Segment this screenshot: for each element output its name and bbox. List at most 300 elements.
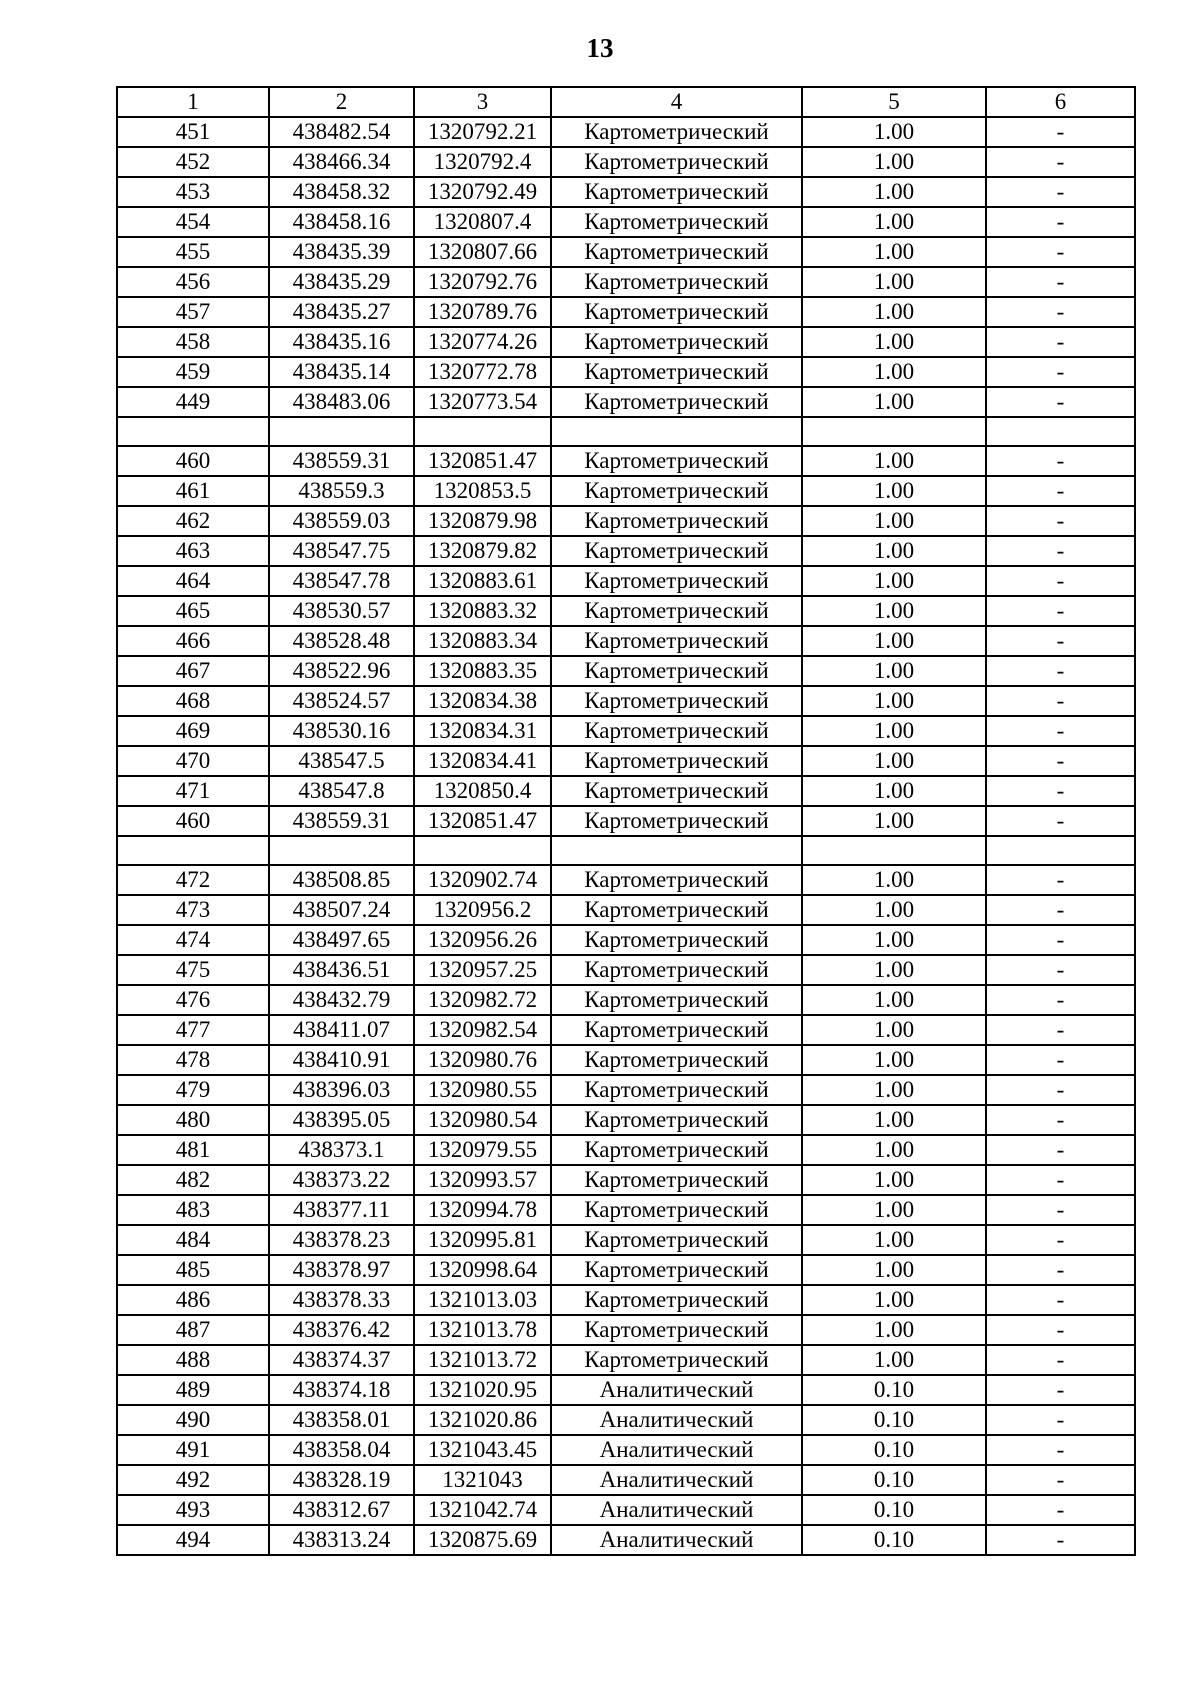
point-number-cell: 459: [117, 357, 269, 387]
table-row: [117, 746, 1135, 776]
accuracy-cell: 1.00: [802, 357, 986, 387]
point-number-cell: 456: [117, 267, 269, 297]
accuracy-cell: 1.00: [802, 506, 986, 536]
note-cell: -: [986, 596, 1135, 626]
point-number-cell: 477: [117, 1015, 269, 1045]
y-coordinate-cell: 1321020.86: [414, 1405, 551, 1435]
point-number-cell: 480: [117, 1105, 269, 1135]
table-row: [117, 327, 1135, 357]
table-row: [117, 357, 1135, 387]
y-coordinate-cell: 1320883.35: [414, 656, 551, 686]
point-number-cell: 464: [117, 566, 269, 596]
point-number-cell: 449: [117, 387, 269, 417]
y-coordinate-cell: 1320998.64: [414, 1255, 551, 1285]
table-body: [117, 117, 1135, 1555]
note-cell: -: [986, 656, 1135, 686]
method-cell: Картометрический: [551, 476, 802, 506]
note-cell: -: [986, 1495, 1135, 1525]
table-row: [117, 566, 1135, 596]
point-number-cell: [117, 417, 269, 446]
note-cell: -: [986, 1375, 1135, 1405]
method-cell: Картометрический: [551, 327, 802, 357]
column-header: 3: [414, 87, 551, 117]
x-coordinate-cell: 438547.75: [269, 536, 414, 566]
method-cell: Картометрический: [551, 267, 802, 297]
note-cell: -: [986, 1465, 1135, 1495]
note-cell: -: [986, 147, 1135, 177]
note-cell: -: [986, 985, 1135, 1015]
method-cell: Аналитический: [551, 1465, 802, 1495]
y-coordinate-cell: 1320792.76: [414, 267, 551, 297]
point-number-cell: 463: [117, 536, 269, 566]
accuracy-cell: 1.00: [802, 476, 986, 506]
table-row: [117, 806, 1135, 836]
table-row: [117, 1495, 1135, 1525]
table-row: [117, 1045, 1135, 1075]
coordinates-table: [116, 86, 1136, 1556]
y-coordinate-cell: 1320774.26: [414, 327, 551, 357]
accuracy-cell: 1.00: [802, 387, 986, 417]
method-cell: Картометрический: [551, 925, 802, 955]
y-coordinate-cell: 1320879.98: [414, 506, 551, 536]
x-coordinate-cell: 438482.54: [269, 117, 414, 147]
note-cell: -: [986, 536, 1135, 566]
note-cell: -: [986, 297, 1135, 327]
point-number-cell: 469: [117, 716, 269, 746]
method-cell: Картометрический: [551, 686, 802, 716]
x-coordinate-cell: 438435.27: [269, 297, 414, 327]
x-coordinate-cell: 438358.01: [269, 1405, 414, 1435]
table-row: [117, 147, 1135, 177]
method-cell: Картометрический: [551, 955, 802, 985]
x-coordinate-cell: 438436.51: [269, 955, 414, 985]
accuracy-cell: 1.00: [802, 596, 986, 626]
note-cell: -: [986, 1165, 1135, 1195]
column-header: 6: [986, 87, 1135, 117]
table-row: [117, 536, 1135, 566]
accuracy-cell: 0.10: [802, 1405, 986, 1435]
table-row: [117, 1435, 1135, 1465]
accuracy-cell: 1.00: [802, 327, 986, 357]
note-cell: -: [986, 1255, 1135, 1285]
y-coordinate-cell: 1321020.95: [414, 1375, 551, 1405]
method-cell: Картометрический: [551, 596, 802, 626]
accuracy-cell: 1.00: [802, 267, 986, 297]
y-coordinate-cell: 1320850.4: [414, 776, 551, 806]
method-cell: Картометрический: [551, 147, 802, 177]
table-row: [117, 836, 1135, 865]
accuracy-cell: 1.00: [802, 626, 986, 656]
y-coordinate-cell: 1320902.74: [414, 865, 551, 895]
note-cell: -: [986, 506, 1135, 536]
y-coordinate-cell: 1320851.47: [414, 806, 551, 836]
x-coordinate-cell: 438378.33: [269, 1285, 414, 1315]
point-number-cell: 458: [117, 327, 269, 357]
accuracy-cell: 1.00: [802, 117, 986, 147]
point-number-cell: 451: [117, 117, 269, 147]
point-number-cell: 489: [117, 1375, 269, 1405]
point-number-cell: 454: [117, 207, 269, 237]
point-number-cell: 491: [117, 1435, 269, 1465]
table-row: [117, 506, 1135, 536]
y-coordinate-cell: 1320883.32: [414, 596, 551, 626]
method-cell: Аналитический: [551, 1495, 802, 1525]
table-row: [117, 596, 1135, 626]
accuracy-cell: 1.00: [802, 895, 986, 925]
x-coordinate-cell: 438497.65: [269, 925, 414, 955]
accuracy-cell: 1.00: [802, 1015, 986, 1045]
x-coordinate-cell: 438410.91: [269, 1045, 414, 1075]
method-cell: Картометрический: [551, 1135, 802, 1165]
method-cell: [551, 836, 802, 865]
point-number-cell: 472: [117, 865, 269, 895]
method-cell: Картометрический: [551, 895, 802, 925]
note-cell: -: [986, 1525, 1135, 1555]
note-cell: -: [986, 177, 1135, 207]
x-coordinate-cell: 438559.3: [269, 476, 414, 506]
accuracy-cell: 1.00: [802, 925, 986, 955]
y-coordinate-cell: 1320980.54: [414, 1105, 551, 1135]
method-cell: Картометрический: [551, 716, 802, 746]
accuracy-cell: 1.00: [802, 1105, 986, 1135]
method-cell: Картометрический: [551, 207, 802, 237]
x-coordinate-cell: 438435.39: [269, 237, 414, 267]
y-coordinate-cell: 1320789.76: [414, 297, 551, 327]
method-cell: Картометрический: [551, 1015, 802, 1045]
method-cell: Картометрический: [551, 536, 802, 566]
column-header: 4: [551, 87, 802, 117]
note-cell: [986, 417, 1135, 446]
accuracy-cell: 0.10: [802, 1525, 986, 1555]
point-number-cell: 453: [117, 177, 269, 207]
point-number-cell: 460: [117, 806, 269, 836]
note-cell: -: [986, 327, 1135, 357]
point-number-cell: 476: [117, 985, 269, 1015]
table-row: [117, 865, 1135, 895]
point-number-cell: 460: [117, 446, 269, 476]
y-coordinate-cell: 1320879.82: [414, 536, 551, 566]
y-coordinate-cell: 1320875.69: [414, 1525, 551, 1555]
table-row: [117, 1135, 1135, 1165]
note-cell: -: [986, 716, 1135, 746]
accuracy-cell: [802, 417, 986, 446]
point-number-cell: 471: [117, 776, 269, 806]
point-number-cell: 467: [117, 656, 269, 686]
point-number-cell: 486: [117, 1285, 269, 1315]
x-coordinate-cell: 438374.37: [269, 1345, 414, 1375]
table-row: [117, 686, 1135, 716]
table-row: [117, 417, 1135, 446]
point-number-cell: 465: [117, 596, 269, 626]
accuracy-cell: 1.00: [802, 1225, 986, 1255]
accuracy-cell: 1.00: [802, 656, 986, 686]
accuracy-cell: 0.10: [802, 1465, 986, 1495]
method-cell: Картометрический: [551, 1225, 802, 1255]
table-header-row: [117, 87, 1135, 117]
point-number-cell: 493: [117, 1495, 269, 1525]
note-cell: -: [986, 1315, 1135, 1345]
accuracy-cell: 1.00: [802, 1315, 986, 1345]
point-number-cell: 488: [117, 1345, 269, 1375]
method-cell: Картометрический: [551, 1105, 802, 1135]
note-cell: -: [986, 1405, 1135, 1435]
method-cell: Картометрический: [551, 1195, 802, 1225]
column-header: 2: [269, 87, 414, 117]
note-cell: -: [986, 806, 1135, 836]
y-coordinate-cell: 1320994.78: [414, 1195, 551, 1225]
point-number-cell: 470: [117, 746, 269, 776]
x-coordinate-cell: 438435.16: [269, 327, 414, 357]
note-cell: -: [986, 955, 1135, 985]
point-number-cell: 462: [117, 506, 269, 536]
method-cell: Картометрический: [551, 626, 802, 656]
y-coordinate-cell: 1320834.38: [414, 686, 551, 716]
accuracy-cell: 1.00: [802, 776, 986, 806]
y-coordinate-cell: 1320982.54: [414, 1015, 551, 1045]
table-row: [117, 1015, 1135, 1045]
table-row: [117, 895, 1135, 925]
x-coordinate-cell: 438358.04: [269, 1435, 414, 1465]
method-cell: Аналитический: [551, 1375, 802, 1405]
y-coordinate-cell: 1320834.41: [414, 746, 551, 776]
point-number-cell: 492: [117, 1465, 269, 1495]
x-coordinate-cell: 438508.85: [269, 865, 414, 895]
x-coordinate-cell: 438530.57: [269, 596, 414, 626]
accuracy-cell: 1.00: [802, 1135, 986, 1165]
x-coordinate-cell: 438312.67: [269, 1495, 414, 1525]
method-cell: Картометрический: [551, 446, 802, 476]
accuracy-cell: 1.00: [802, 1075, 986, 1105]
y-coordinate-cell: 1320853.5: [414, 476, 551, 506]
x-coordinate-cell: 438466.34: [269, 147, 414, 177]
point-number-cell: 483: [117, 1195, 269, 1225]
note-cell: -: [986, 895, 1135, 925]
point-number-cell: 455: [117, 237, 269, 267]
table-row: [117, 1285, 1135, 1315]
accuracy-cell: 1.00: [802, 297, 986, 327]
table-row: [117, 1375, 1135, 1405]
x-coordinate-cell: 438378.23: [269, 1225, 414, 1255]
x-coordinate-cell: [269, 836, 414, 865]
y-coordinate-cell: 1320883.34: [414, 626, 551, 656]
y-coordinate-cell: 1321013.78: [414, 1315, 551, 1345]
accuracy-cell: 1.00: [802, 566, 986, 596]
note-cell: -: [986, 1135, 1135, 1165]
y-coordinate-cell: 1320851.47: [414, 446, 551, 476]
note-cell: [986, 836, 1135, 865]
column-header: 5: [802, 87, 986, 117]
table-row: [117, 955, 1135, 985]
y-coordinate-cell: 1320834.31: [414, 716, 551, 746]
y-coordinate-cell: 1320807.4: [414, 207, 551, 237]
x-coordinate-cell: 438396.03: [269, 1075, 414, 1105]
y-coordinate-cell: 1321043: [414, 1465, 551, 1495]
accuracy-cell: 1.00: [802, 1345, 986, 1375]
point-number-cell: 479: [117, 1075, 269, 1105]
note-cell: -: [986, 1075, 1135, 1105]
table-row: [117, 387, 1135, 417]
table-row: [117, 1315, 1135, 1345]
method-cell: Картометрический: [551, 865, 802, 895]
table-row: [117, 1105, 1135, 1135]
point-number-cell: 482: [117, 1165, 269, 1195]
x-coordinate-cell: 438559.31: [269, 446, 414, 476]
page-number: 13: [586, 33, 614, 63]
method-cell: Картометрический: [551, 1045, 802, 1075]
table-row: [117, 446, 1135, 476]
y-coordinate-cell: 1320993.57: [414, 1165, 551, 1195]
note-cell: -: [986, 776, 1135, 806]
note-cell: -: [986, 237, 1135, 267]
table-row: [117, 237, 1135, 267]
table-row: [117, 1165, 1135, 1195]
accuracy-cell: 1.00: [802, 865, 986, 895]
x-coordinate-cell: 438328.19: [269, 1465, 414, 1495]
method-cell: Картометрический: [551, 1255, 802, 1285]
table-row: [117, 1345, 1135, 1375]
x-coordinate-cell: 438373.22: [269, 1165, 414, 1195]
note-cell: -: [986, 476, 1135, 506]
y-coordinate-cell: 1320883.61: [414, 566, 551, 596]
point-number-cell: 475: [117, 955, 269, 985]
accuracy-cell: 0.10: [802, 1375, 986, 1405]
point-number-cell: 474: [117, 925, 269, 955]
method-cell: Картометрический: [551, 117, 802, 147]
accuracy-cell: 1.00: [802, 1255, 986, 1285]
point-number-cell: 452: [117, 147, 269, 177]
table-row: [117, 776, 1135, 806]
table-row: [117, 117, 1135, 147]
x-coordinate-cell: 438522.96: [269, 656, 414, 686]
point-number-cell: 487: [117, 1315, 269, 1345]
column-header: 1: [117, 87, 269, 117]
y-coordinate-cell: 1320995.81: [414, 1225, 551, 1255]
table-row: [117, 985, 1135, 1015]
x-coordinate-cell: 438313.24: [269, 1525, 414, 1555]
y-coordinate-cell: 1320792.21: [414, 117, 551, 147]
table-row: [117, 1195, 1135, 1225]
x-coordinate-cell: 438528.48: [269, 626, 414, 656]
y-coordinate-cell: 1321043.45: [414, 1435, 551, 1465]
method-cell: Картометрический: [551, 1345, 802, 1375]
method-cell: Аналитический: [551, 1525, 802, 1555]
table-row: [117, 925, 1135, 955]
table-row: [117, 1075, 1135, 1105]
y-coordinate-cell: 1320979.55: [414, 1135, 551, 1165]
table-row: [117, 297, 1135, 327]
x-coordinate-cell: 438373.1: [269, 1135, 414, 1165]
accuracy-cell: 1.00: [802, 177, 986, 207]
accuracy-cell: 1.00: [802, 446, 986, 476]
note-cell: -: [986, 1225, 1135, 1255]
accuracy-cell: 1.00: [802, 955, 986, 985]
method-cell: Картометрический: [551, 506, 802, 536]
x-coordinate-cell: 438483.06: [269, 387, 414, 417]
accuracy-cell: [802, 836, 986, 865]
note-cell: -: [986, 686, 1135, 716]
x-coordinate-cell: [269, 417, 414, 446]
accuracy-cell: 1.00: [802, 1045, 986, 1075]
method-cell: Картометрический: [551, 746, 802, 776]
note-cell: -: [986, 865, 1135, 895]
x-coordinate-cell: 438435.29: [269, 267, 414, 297]
table-row: [117, 716, 1135, 746]
note-cell: -: [986, 1195, 1135, 1225]
accuracy-cell: 1.00: [802, 237, 986, 267]
note-cell: -: [986, 267, 1135, 297]
note-cell: -: [986, 1015, 1135, 1045]
point-number-cell: 457: [117, 297, 269, 327]
method-cell: Картометрический: [551, 1315, 802, 1345]
point-number-cell: 461: [117, 476, 269, 506]
y-coordinate-cell: 1320982.72: [414, 985, 551, 1015]
x-coordinate-cell: 438559.03: [269, 506, 414, 536]
accuracy-cell: 1.00: [802, 716, 986, 746]
x-coordinate-cell: 438378.97: [269, 1255, 414, 1285]
x-coordinate-cell: 438435.14: [269, 357, 414, 387]
accuracy-cell: 1.00: [802, 207, 986, 237]
accuracy-cell: 1.00: [802, 536, 986, 566]
x-coordinate-cell: 438374.18: [269, 1375, 414, 1405]
point-number-cell: [117, 836, 269, 865]
method-cell: Картометрический: [551, 656, 802, 686]
y-coordinate-cell: 1320957.25: [414, 955, 551, 985]
x-coordinate-cell: 438547.8: [269, 776, 414, 806]
method-cell: Аналитический: [551, 1435, 802, 1465]
y-coordinate-cell: 1320773.54: [414, 387, 551, 417]
method-cell: Картометрический: [551, 806, 802, 836]
table-row: [117, 1525, 1135, 1555]
accuracy-cell: 1.00: [802, 1165, 986, 1195]
x-coordinate-cell: 438530.16: [269, 716, 414, 746]
method-cell: Картометрический: [551, 297, 802, 327]
note-cell: -: [986, 626, 1135, 656]
accuracy-cell: 1.00: [802, 985, 986, 1015]
x-coordinate-cell: 438507.24: [269, 895, 414, 925]
accuracy-cell: 1.00: [802, 806, 986, 836]
note-cell: -: [986, 1285, 1135, 1315]
y-coordinate-cell: [414, 836, 551, 865]
x-coordinate-cell: 438524.57: [269, 686, 414, 716]
note-cell: -: [986, 746, 1135, 776]
y-coordinate-cell: 1320956.2: [414, 895, 551, 925]
x-coordinate-cell: 438377.11: [269, 1195, 414, 1225]
method-cell: Картометрический: [551, 776, 802, 806]
x-coordinate-cell: 438376.42: [269, 1315, 414, 1345]
method-cell: Аналитический: [551, 1405, 802, 1435]
table-row: [117, 177, 1135, 207]
y-coordinate-cell: 1320807.66: [414, 237, 551, 267]
note-cell: -: [986, 925, 1135, 955]
method-cell: Картометрический: [551, 387, 802, 417]
accuracy-cell: 0.10: [802, 1435, 986, 1465]
note-cell: -: [986, 446, 1135, 476]
note-cell: -: [986, 566, 1135, 596]
table-row: [117, 656, 1135, 686]
y-coordinate-cell: 1320792.49: [414, 177, 551, 207]
method-cell: Картометрический: [551, 237, 802, 267]
y-coordinate-cell: 1320980.55: [414, 1075, 551, 1105]
method-cell: Картометрический: [551, 1075, 802, 1105]
y-coordinate-cell: 1320792.4: [414, 147, 551, 177]
note-cell: -: [986, 207, 1135, 237]
x-coordinate-cell: 438411.07: [269, 1015, 414, 1045]
table-row: [117, 1225, 1135, 1255]
method-cell: Картометрический: [551, 566, 802, 596]
note-cell: -: [986, 1345, 1135, 1375]
y-coordinate-cell: 1320772.78: [414, 357, 551, 387]
point-number-cell: 481: [117, 1135, 269, 1165]
